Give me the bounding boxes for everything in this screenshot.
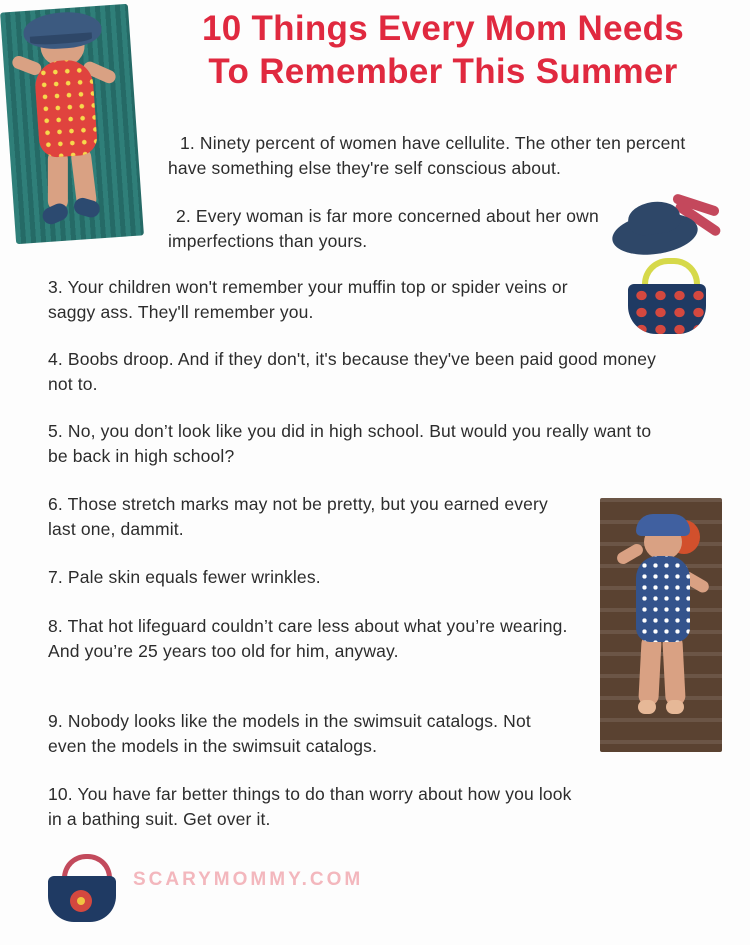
list-item: 6. Those stretch marks may not be pretty, but you earned every last one, dammit. [48, 494, 548, 540]
list-item: 7. Pale skin equals fewer wrinkles. [48, 567, 321, 587]
woman-sunbathing-green-towel-icon [0, 4, 144, 244]
navy-beach-bag-icon [44, 854, 128, 926]
figure2-foot-left [638, 700, 656, 714]
figure-leg-left [48, 149, 68, 211]
footer-bag-flower-center [77, 897, 85, 905]
page-title-line-2: To Remember This Summer [208, 51, 678, 91]
list-item: 8. That hot lifeguard couldn’t care less about what you’re wearing. And you’re 25 years too old for him, anyway. [48, 616, 568, 662]
list-item: 9. Nobody looks like the models in the swimsuit catalogs. Not even the models in the swimsuit catalogs. [48, 711, 531, 757]
list-item: 1. Ninety percent of women have cellulite. The other ten percent have something else they're self conscious about. [168, 133, 686, 179]
list-item: 10. You have far better things to do than worry about how you look in a bathing suit. Get over it. [48, 784, 572, 830]
list-item: 2. Every woman is far more concerned about her own imperfections than yours. [168, 206, 599, 252]
figure2-leg-right [662, 634, 686, 707]
polka-dot-beach-bag-icon [620, 258, 720, 338]
figure2-leg-left [638, 634, 662, 707]
figure2-swimsuit-pattern [636, 556, 690, 642]
sun-hat-icon [612, 196, 722, 258]
list-item: 5. No, you don’t look like you did in high school. But would you really want to be back in high school? [48, 421, 652, 467]
list-item: 4. Boobs droop. And if they don't, it's because they've been paid good money not to. [48, 349, 657, 395]
woman-sunbathing-brown-towel-icon [600, 498, 722, 752]
list-item: 3. Your children won't remember your muffin top or spider veins or saggy ass. They'll remember you. [48, 277, 568, 323]
page-title-line-1: 10 Things Every Mom Needs [201, 9, 685, 48]
figure2-foot-right [666, 700, 684, 714]
figure2-headscarf [636, 514, 690, 536]
bag-pattern [628, 284, 706, 334]
site-logo-text[interactable]: SCARYMOMMY.COM [133, 869, 364, 890]
figure-swimsuit-pattern [34, 58, 99, 158]
